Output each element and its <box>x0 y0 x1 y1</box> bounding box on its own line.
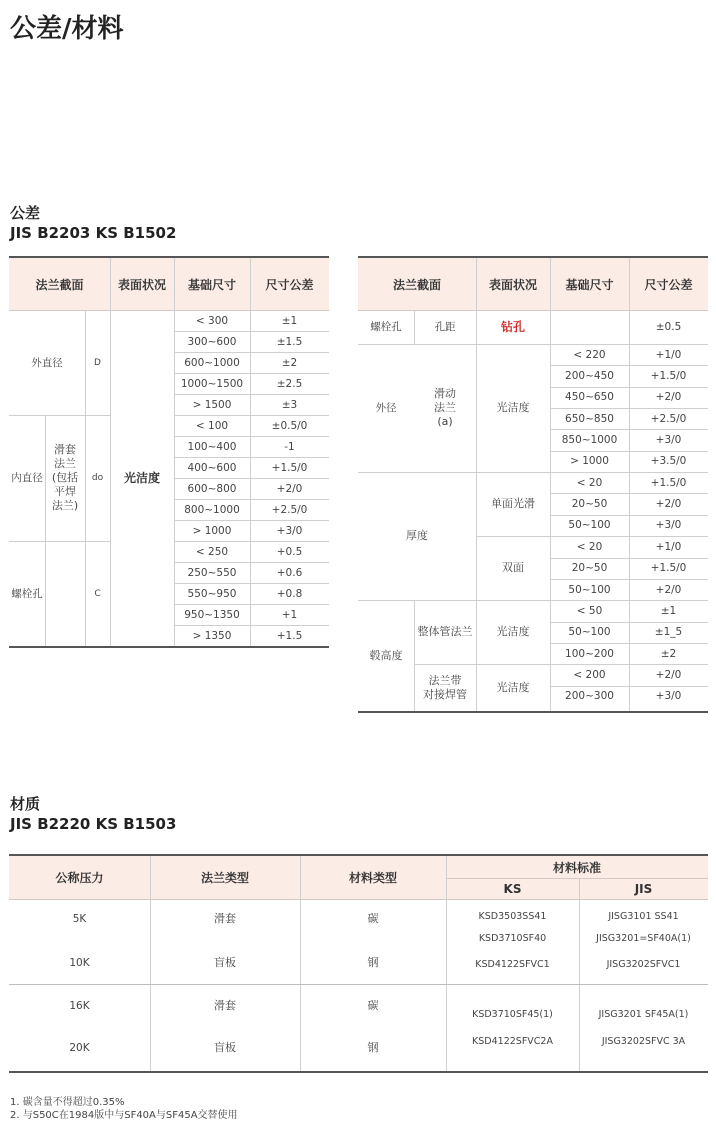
size-cell: 250~550 <box>187 566 237 579</box>
right-hub-surface1: 光洁度 <box>496 625 530 638</box>
size-cell: > 1500 <box>192 398 232 411</box>
mat-ks-4: KSD3710SF45(1) <box>472 1009 553 1020</box>
tolerance-cell: +0.6 <box>276 566 303 579</box>
group-outer-diameter: 外直径 <box>31 356 63 369</box>
tolerance-cell: +3.5/0 <box>650 455 687 468</box>
size-cell: 600~1000 <box>184 356 240 369</box>
tolerance-cell: +1.5/0 <box>650 370 687 383</box>
size-cell: 50~100 <box>568 626 611 639</box>
size-cell: 100~200 <box>565 647 614 660</box>
size-cell: 600~800 <box>187 482 237 495</box>
right-bolt-tolerance: ±0.5 <box>655 321 682 333</box>
tolerance-cell: ±2 <box>281 356 298 369</box>
right-bolt-hole: 螺栓孔 <box>370 321 402 333</box>
material-section-title: 材质 <box>10 795 41 813</box>
right-hub-weld: 法兰带 对接焊管 <box>423 673 467 701</box>
mat-header-type: 法兰类型 <box>200 871 249 885</box>
material-standard: JIS B2220 KS B1503 <box>10 815 177 833</box>
mat-header-standard: 材料标准 <box>552 860 601 875</box>
mat-material-carbon-1: 碳 <box>367 912 379 925</box>
size-cell: 650~850 <box>565 412 614 425</box>
symbol-C: C <box>94 588 101 599</box>
tolerance-cell: ±1 <box>281 314 298 327</box>
size-cell: 300~600 <box>187 335 237 348</box>
mat-jis-2: JISG3201=SF40A(1) <box>596 933 691 944</box>
tolerance-cell: +0.5 <box>276 545 303 558</box>
mat-type-slip-on-1: 滑套 <box>214 912 236 925</box>
size-cell: < 50 <box>576 604 603 617</box>
mat-header-jis: JIS <box>634 881 653 896</box>
tolerance-cell: +1/0 <box>655 348 682 361</box>
tolerance-cell: -1 <box>284 440 295 453</box>
right-thickness: 厚度 <box>406 529 428 542</box>
size-cell: 450~650 <box>565 391 614 404</box>
group-bolt-hole: 螺栓孔 <box>11 587 43 600</box>
tolerance-cell: +1.5/0 <box>650 476 687 489</box>
group-inner-diameter: 内直径 <box>11 472 43 484</box>
mat-material-carbon-2: 碳 <box>367 999 379 1012</box>
right-header-tolerance: 尺寸公差 <box>644 277 693 292</box>
mat-jis-5: JISG3202SFVC 3A <box>601 1036 686 1047</box>
size-cell: < 300 <box>195 314 229 327</box>
tolerance-cell: ±1.5 <box>276 335 303 348</box>
mat-pressure-20k: 20K <box>69 1042 90 1054</box>
size-cell: 20~50 <box>571 498 608 511</box>
symbol-do: do <box>91 473 104 483</box>
size-cell: < 20 <box>576 476 603 489</box>
size-cell: 20~50 <box>571 562 608 575</box>
mat-header-pressure: 公称压力 <box>55 871 104 885</box>
tolerance-cell: ±3 <box>281 398 298 411</box>
tolerance-cell: ±1_5 <box>654 626 683 639</box>
right-outer-surface: 光洁度 <box>496 401 530 414</box>
right-tolerance-table <box>358 256 708 713</box>
mat-type-blind-1: 盲板 <box>214 956 236 969</box>
right-hub-integral: 整体管法兰 <box>417 625 473 638</box>
size-cell: < 20 <box>576 540 603 553</box>
tolerance-cell: +3/0 <box>276 524 303 537</box>
right-bolt-drill: 钻孔 <box>500 320 525 334</box>
size-cell: 950~1350 <box>184 608 240 621</box>
right-thickness-one-side: 单面光滑 <box>491 497 535 510</box>
left-header-size: 基础尺寸 <box>187 277 236 292</box>
size-cell: 850~1000 <box>561 434 618 447</box>
tolerance-cell: +2/0 <box>655 498 682 511</box>
size-cell: 100~400 <box>187 440 237 453</box>
size-cell: 50~100 <box>568 519 611 532</box>
mat-pressure-16k: 16K <box>69 1000 90 1012</box>
mat-type-slip-on-2: 滑套 <box>214 999 236 1012</box>
tolerance-cell: ±0.5/0 <box>271 419 308 432</box>
size-cell: > 1000 <box>570 455 609 468</box>
size-cell: > 1000 <box>192 524 232 537</box>
tolerance-cell: +1 <box>281 608 298 621</box>
tolerance-cell: +3/0 <box>655 519 682 532</box>
size-cell: < 200 <box>573 668 606 681</box>
size-cell: 200~450 <box>565 370 614 383</box>
right-header-section: 法兰截面 <box>392 277 441 292</box>
tolerance-cell: +1/0 <box>655 540 682 553</box>
left-header-tolerance: 尺寸公差 <box>265 277 314 292</box>
right-bolt-pitch: 孔距 <box>434 321 456 333</box>
mat-jis-3: JISG3202SFVC1 <box>606 959 681 970</box>
mat-ks-3: KSD4122SFVC1 <box>475 959 550 970</box>
mat-ks-1: KSD3503SS41 <box>478 911 547 922</box>
size-cell: 400~600 <box>187 461 237 474</box>
tolerance-standard: JIS B2203 KS B1502 <box>10 224 177 242</box>
left-surface-finish: 光洁度 <box>123 471 160 485</box>
size-cell: < 100 <box>195 419 229 432</box>
right-header-surface: 表面状况 <box>488 277 537 292</box>
mat-type-blind-2: 盲板 <box>214 1041 236 1054</box>
mat-material-steel-1: 钢 <box>367 956 379 969</box>
size-cell: < 250 <box>195 545 229 558</box>
right-thickness-two-side: 双面 <box>502 561 524 574</box>
tolerance-cell: +3/0 <box>655 690 682 703</box>
material-table <box>9 854 708 1073</box>
right-hub-height: 毂高度 <box>369 648 403 662</box>
mat-material-steel-2: 钢 <box>367 1041 379 1054</box>
tolerance-cell: +2/0 <box>655 583 682 596</box>
size-cell: 200~300 <box>565 690 614 703</box>
note-1: 1. 碳含量不得超过0.35% <box>10 1097 125 1108</box>
right-header-size: 基础尺寸 <box>565 277 614 292</box>
size-cell: 50~100 <box>568 583 611 596</box>
tolerance-cell: +1.5 <box>276 629 303 642</box>
page-title: 公差/材料 <box>10 14 124 44</box>
mat-header-material: 材料类型 <box>348 871 397 885</box>
right-outer-sub: 滑动 法兰 (a) <box>434 387 456 428</box>
tolerance-cell: ±1 <box>660 604 677 617</box>
tolerance-cell: ±2 <box>660 647 677 660</box>
mat-ks-2: KSD3710SF40 <box>478 933 547 944</box>
size-cell: 550~950 <box>187 587 237 600</box>
tolerance-cell: +2/0 <box>276 482 303 495</box>
tolerance-cell: +2/0 <box>655 391 682 404</box>
tolerance-cell: ±2.5 <box>276 377 303 390</box>
left-header-section: 法兰截面 <box>35 277 84 292</box>
mat-header-ks: KS <box>503 881 522 896</box>
mat-pressure-10k: 10K <box>69 957 90 969</box>
tolerance-cell: +2.5/0 <box>650 412 687 425</box>
left-tolerance-table <box>9 256 329 648</box>
mat-jis-4: JISG3201 SF45A(1) <box>598 1009 689 1020</box>
symbol-D: D <box>94 357 101 368</box>
size-cell: < 220 <box>573 348 606 361</box>
mat-pressure-5k: 5K <box>72 913 87 925</box>
mat-ks-5: KSD4122SFVC2A <box>472 1036 553 1047</box>
right-outer-diameter: 外径 <box>375 402 397 414</box>
tolerance-cell: +2/0 <box>655 668 682 681</box>
tolerance-cell: +2.5/0 <box>271 503 308 516</box>
tolerance-cell: +1.5/0 <box>271 461 308 474</box>
tolerance-cell: +3/0 <box>655 434 682 447</box>
inner-diameter-sub: 滑套 法兰 (包括 平焊 法兰) <box>51 443 79 512</box>
tolerance-cell: +0.8 <box>276 587 303 600</box>
size-cell: > 1350 <box>192 629 232 642</box>
tolerance-section-title: 公差 <box>10 204 41 222</box>
size-cell: 800~1000 <box>184 503 240 516</box>
note-2: 2. 与S50C在1984版中与SF40A与SF45A交替使用 <box>10 1110 238 1121</box>
tolerance-cell: +1.5/0 <box>650 562 687 575</box>
left-header-surface: 表面状况 <box>117 277 166 292</box>
size-cell: 1000~1500 <box>180 377 244 390</box>
mat-jis-1: JISG3101 SS41 <box>608 911 679 922</box>
right-hub-surface2: 光洁度 <box>496 680 530 694</box>
